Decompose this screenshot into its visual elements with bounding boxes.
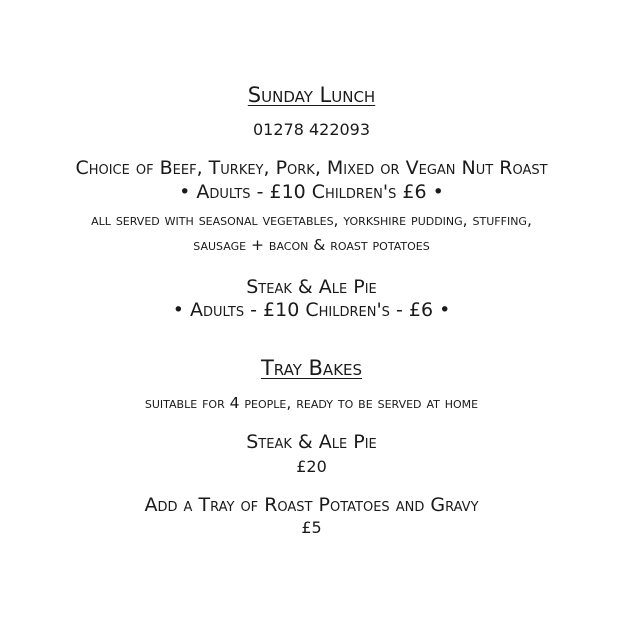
steak-ale-pie-prices: • Adults - £10 Children's - £6 • xyxy=(172,299,451,321)
tray-steak-ale-pie-title: Steak & Ale Pie xyxy=(246,431,377,453)
sunday-lunch-heading: Sunday Lunch xyxy=(247,83,376,107)
roast-choice: Choice of Beef, Turkey, Pork, Mixed or Vegan Nut Roast xyxy=(75,157,548,179)
tray-steak-ale-pie-price: £20 xyxy=(296,457,327,476)
roast-prices: • Adults - £10 Children's £6 • xyxy=(179,181,444,203)
steak-ale-pie-title: Steak & Ale Pie xyxy=(246,276,377,298)
roast-potatoes-tray-title: Add a Tray of Roast Potatoes and Gravy xyxy=(144,494,479,516)
served-with-line-1: all served with seasonal vegetables, yorkshire pudding, stuffing, xyxy=(91,211,532,229)
served-with-line-2: sausage + bacon & roast potatoes xyxy=(193,236,430,254)
phone-number: 01278 422093 xyxy=(252,120,371,139)
roast-potatoes-tray-price: £5 xyxy=(301,518,322,537)
tray-bakes-heading: Tray Bakes xyxy=(260,356,363,380)
tray-bakes-description: suitable for 4 people, ready to be served at home xyxy=(144,394,479,412)
